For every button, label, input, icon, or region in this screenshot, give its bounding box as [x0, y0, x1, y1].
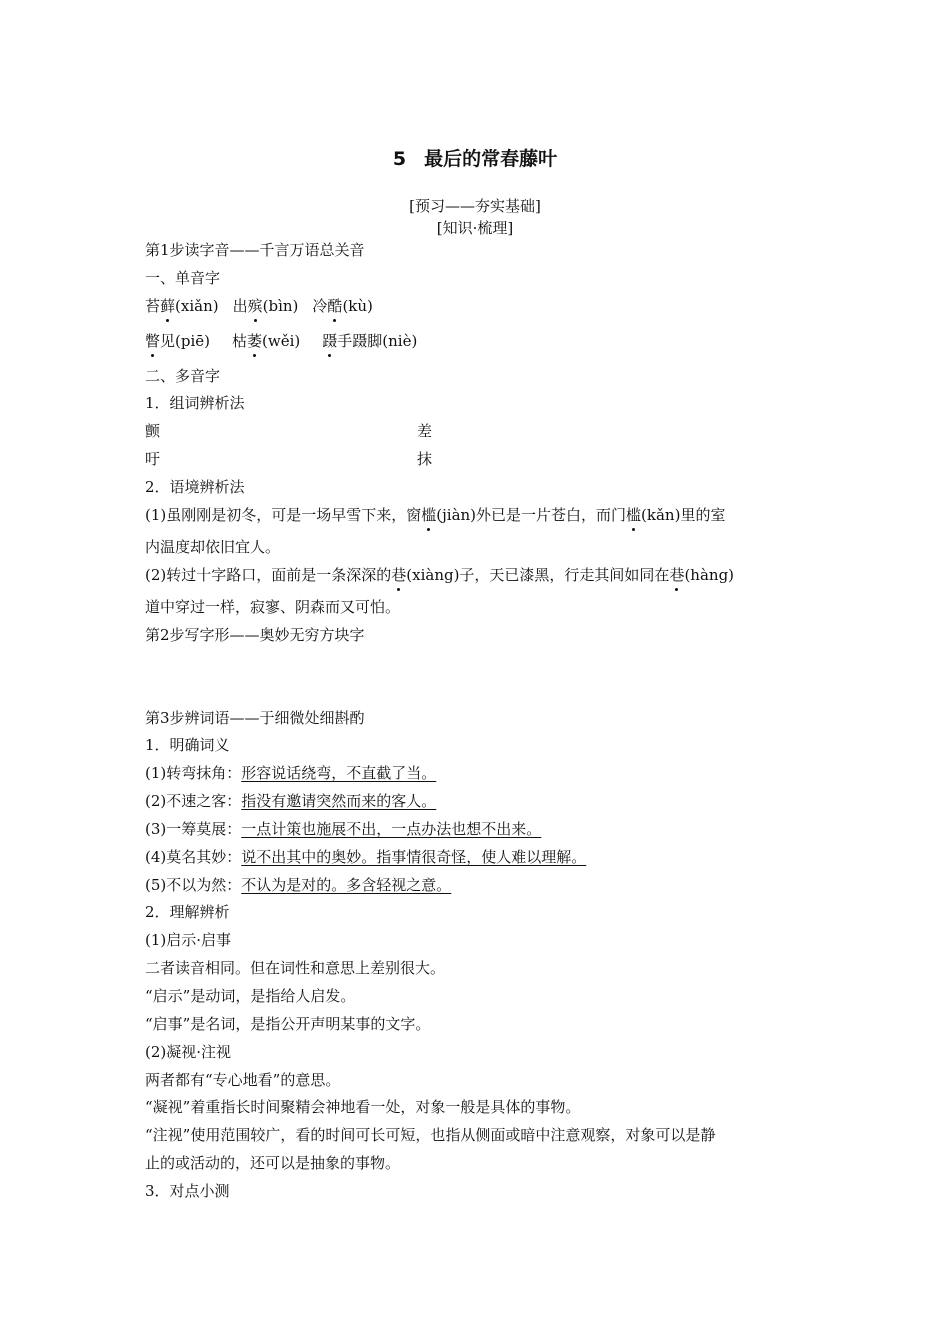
single-sound-heading: 一、单音字 [145, 269, 221, 287]
distinguish-heading: 2．理解辨析 [145, 903, 230, 921]
context-sentence-1-line-2: 内温度却依旧宜人。 [145, 538, 281, 556]
dotted-char: 藓 [160, 297, 176, 315]
dotted-char: 萎 [247, 332, 263, 350]
pair-1-line: 二者读音相同。但在词性和意思上差别很大。 [145, 959, 446, 977]
single-sound-row-1: 苔藓(xiǎn) 出殡(bìn) 冷酷(kù) [145, 297, 373, 315]
char-cha: 差 [417, 422, 433, 440]
dotted-char: 槛 [626, 506, 642, 524]
context-sentence-2-line-1: (2)转过十字路口，面前是一条深深的巷(xiàng)子，天已漆黑，行走其间如同在巷(hàng) [145, 566, 735, 584]
method2-heading: 2．语境辨析法 [145, 478, 245, 496]
dotted-char: 巷 [669, 566, 685, 584]
pair-2-line: “注视”使用范围较广，看的时间可长可短，也指从侧面或暗中注意观察，对象可以是静 [145, 1126, 716, 1144]
dotted-char: 槛 [421, 506, 437, 524]
dotted-char: 巷 [391, 566, 407, 584]
pair-2-heading: (2)凝视·注视 [145, 1043, 232, 1061]
meaning-heading: 1．明确词义 [145, 736, 230, 754]
lesson-title-text: 最后的常春藤叶 [424, 148, 558, 170]
method1-heading: 1．组词辨析法 [145, 394, 245, 412]
definition-item: (1)转弯抹角：形容说话绕弯，不直截了当。 [145, 764, 437, 782]
pair-1-heading: (1)启示·启事 [145, 931, 232, 949]
step2-heading: 第2步写字形——奥妙无穷方块字 [145, 626, 365, 644]
pair-2-line: 两者都有“专心地看”的意思。 [145, 1071, 341, 1089]
step3-heading: 第3步辨词语——于细微处细斟酌 [145, 709, 365, 727]
definition-item: (3)一筹莫展：一点计策也施展不出，一点办法也想不出来。 [145, 820, 542, 838]
step1-heading: 第1步读字音——千言万语总关音 [145, 241, 365, 259]
lesson-number: 5 [392, 148, 407, 170]
dotted-char: 蹑 [322, 332, 338, 350]
lesson-title [0, 144, 950, 171]
section-header-preview: [预习——夯实基础] [409, 197, 541, 215]
context-sentence-2-line-2: 道中穿过一样，寂寥、阴森而又可怕。 [145, 598, 401, 616]
char-mo: 抹 [417, 450, 433, 468]
definition-item: (2)不速之客：指没有邀请突然而来的客人。 [145, 792, 437, 810]
pair-1-line: “启事”是名词，是指公开声明某事的文字。 [145, 1015, 431, 1033]
pair-2-line: 止的或活动的，还可以是抽象的事物。 [145, 1154, 401, 1172]
dotted-char: 瞥 [145, 332, 161, 350]
definition-item: (5)不以为然：不认为是对的。多含轻视之意。 [145, 876, 452, 894]
dotted-char: 殡 [247, 297, 263, 315]
context-sentence-1-line-1: (1)虽刚刚是初冬，可是一场早雪下来，窗槛(jiàn)外已是一片苍白，而门槛(kǎn)里的室 [145, 506, 726, 524]
definition-item: (4)莫名其妙：说不出其中的奥妙。指事情很奇怪，使人难以理解。 [145, 848, 587, 866]
char-xu: 吁 [145, 450, 161, 468]
section-header-knowledge: [知识·梳理] [436, 219, 514, 237]
char-chan: 颤 [145, 422, 161, 440]
pair-2-line: “凝视”着重指长时间聚精会神地看一处，对象一般是具体的事物。 [145, 1098, 581, 1116]
multi-sound-heading: 二、多音字 [145, 367, 221, 385]
single-sound-row-2: 瞥见(piē) 枯萎(wěi) 蹑手蹑脚(niè) [145, 332, 418, 350]
quiz-heading: 3．对点小测 [145, 1182, 230, 1200]
pair-1-line: “启示”是动词，是指给人启发。 [145, 987, 356, 1005]
dotted-char: 酷 [327, 297, 343, 315]
